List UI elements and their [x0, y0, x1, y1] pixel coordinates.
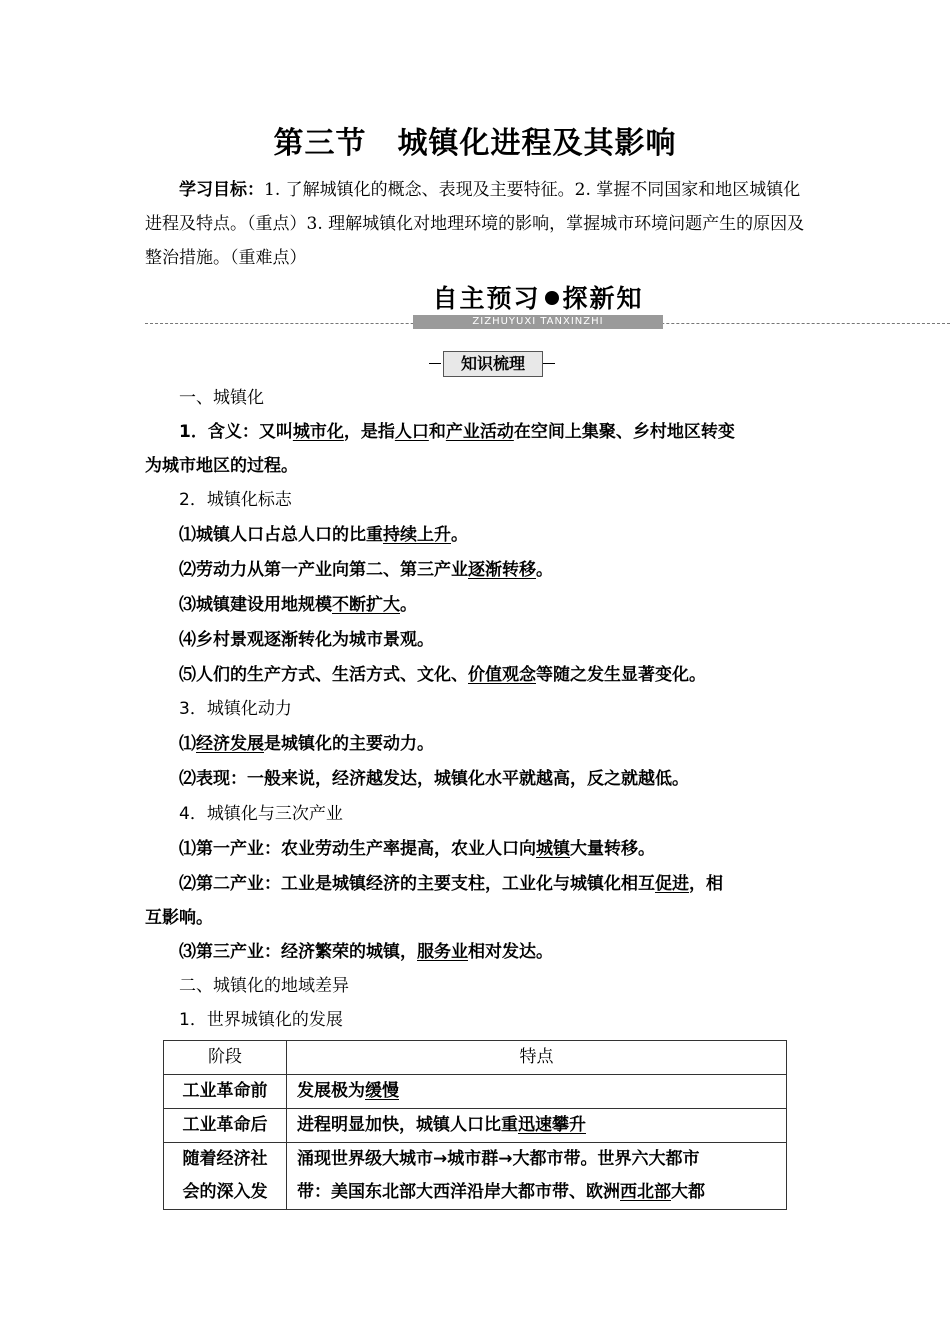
- table-row: [164, 1075, 787, 1109]
- table-header-stage: 阶段: [164, 1041, 287, 1075]
- definition-line1: 1．含义：又叫城市化，是指人口和产业活动在空间上集聚、乡村地区转变: [179, 422, 735, 442]
- mark-item-1: ⑴城镇人口占总人口的比重持续上升。: [179, 525, 468, 545]
- industry-item-2-cont: 互影响。: [145, 908, 213, 928]
- page-title: 第三节 城镇化进程及其影响: [273, 126, 677, 161]
- stage-cell: 工业革命前: [164, 1075, 287, 1109]
- banner-subtitle: ZIZHUYUXI TANXINZHI: [413, 315, 663, 329]
- table-row: [164, 1143, 787, 1210]
- industry-heading: 4．城镇化与三次产业: [179, 804, 343, 824]
- feature-cell: 发展极为缓慢: [287, 1075, 787, 1109]
- mark-item-2: ⑵劳动力从第一产业向第二、第三产业逐渐转移。: [179, 560, 553, 580]
- stage-cell: 随着经济社 会的深入发: [164, 1143, 287, 1210]
- table-row: [164, 1109, 787, 1143]
- table-header-row: [164, 1041, 787, 1075]
- section-tag: [427, 350, 557, 378]
- mark-item-3: ⑶城镇建设用地规模不断扩大。: [179, 595, 417, 615]
- mark-item-5: ⑸人们的生产方式、生活方式、文化、价值观念等随之发生显著变化。: [179, 665, 706, 685]
- feature-cell: 涌现世界级大城市→城市群→大都市带。世界六大都市 带：美国东北部大西洋沿岸大都市带、欧洲西北部大都: [287, 1143, 787, 1210]
- world-urbanization-heading: 1．世界城镇化的发展: [179, 1010, 343, 1030]
- feature-cell: 进程明显加快，城镇人口比重迅速攀升: [287, 1109, 787, 1143]
- section-banner: [413, 283, 663, 329]
- objectives-text: 1. 了解城镇化的概念、表现及主要特征。2. 掌握不同国家和地区城镇化进程及特点。（重点）3. 理解城镇化对地理环境的影响，掌握城市环境问题产生的原因及整治措施。（重难点）: [145, 180, 805, 268]
- banner-dot-icon: [545, 291, 559, 305]
- section-tag-label: 知识梳理: [443, 351, 543, 377]
- definition-line2: 为城市地区的过程。: [145, 456, 298, 476]
- industry-item-1: ⑴第一产业：农业劳动生产率提高，农业人口向城镇大量转移。: [179, 839, 655, 859]
- part1-heading: 一、城镇化: [179, 388, 264, 408]
- driver-heading: 3．城镇化动力: [179, 699, 292, 719]
- banner-right: 探新知: [562, 284, 644, 313]
- stage-table: [163, 1040, 787, 1210]
- mark-item-4: ⑷乡村景观逐渐转化为城市景观。: [179, 630, 434, 650]
- driver-item-1: ⑴经济发展是城镇化的主要动力。: [179, 734, 434, 754]
- part2-heading: 二、城镇化的地域差异: [179, 976, 349, 996]
- banner-left: 自主预习: [432, 284, 541, 313]
- marks-heading: 2．城镇化标志: [179, 490, 292, 510]
- table-header-feature: 特点: [287, 1041, 787, 1075]
- industry-item-2: ⑵第二产业：工业是城镇经济的主要支柱，工业化与城镇化相互促进，相: [179, 874, 723, 894]
- stage-cell: 工业革命后: [164, 1109, 287, 1143]
- objectives-label: 学习目标：: [179, 180, 264, 200]
- learning-objectives: [145, 173, 807, 275]
- industry-item-3: ⑶第三产业：经济繁荣的城镇，服务业相对发达。: [179, 942, 553, 962]
- driver-item-2: ⑵表现：一般来说，经济越发达，城镇化水平就越高，反之就越低。: [179, 769, 689, 789]
